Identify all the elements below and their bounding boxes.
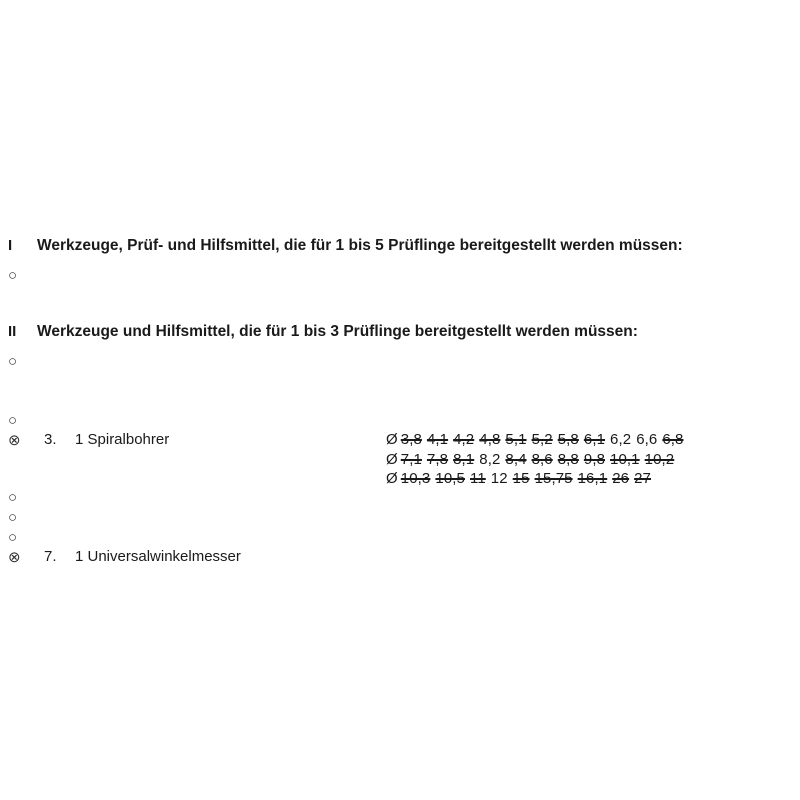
struck-diameter-value: 8,1	[453, 451, 475, 468]
struck-diameter-value: 27	[634, 470, 651, 487]
struck-diameter-value: 7,8	[426, 451, 449, 468]
struck-diameter-value: 5,2	[531, 431, 553, 448]
struck-diameter-value: 5,1	[505, 431, 527, 448]
section-1-title: Werkzeuge, Prüf- und Hilfsmittel, die für 1 bis 5 Prüflinge bereitgestellt werden müssen:	[37, 237, 683, 254]
struck-diameter-value: 5,8	[557, 431, 579, 448]
checked-checkbox-icon[interactable]: ⊗	[8, 549, 21, 566]
diameter-line-3	[386, 470, 656, 487]
struck-diameter-value: 4,8	[479, 431, 501, 448]
checked-checkbox-icon[interactable]: ⊗	[8, 432, 21, 449]
struck-diameter-value: 10,5	[435, 470, 465, 487]
struck-diameter-value: 26	[612, 470, 630, 487]
section-2-numeral: II	[8, 323, 17, 340]
struck-diameter-value: 8,4	[505, 451, 527, 468]
item-number: 7.	[44, 548, 57, 565]
item-text: 1 Universalwinkelmesser	[75, 548, 241, 565]
struck-diameter-value: 10,2	[644, 451, 675, 468]
struck-diameter-value: 11	[470, 470, 486, 487]
section-2-title: Werkzeuge und Hilfsmittel, die für 1 bis 3 Prüflinge bereitgestellt werden müssen:	[37, 323, 638, 340]
diameter-value: 8,2	[479, 451, 501, 468]
empty-checkbox-icon[interactable]: ○	[8, 529, 18, 546]
diameter-value: 6,2	[610, 431, 632, 448]
diameter-symbol: Ø	[386, 451, 398, 468]
struck-diameter-value: 7,1	[400, 451, 422, 468]
struck-diameter-value: 6,8	[662, 431, 684, 448]
diameter-value: 6,6	[636, 431, 658, 448]
empty-checkbox-icon[interactable]: ○	[8, 353, 18, 370]
struck-diameter-value: 9,8	[583, 451, 606, 468]
diameter-symbol: Ø	[386, 431, 398, 448]
empty-checkbox-icon[interactable]: ○	[8, 267, 18, 284]
item-text: 1 Spiralbohrer	[75, 431, 170, 448]
section-1-numeral: I	[8, 237, 13, 254]
struck-diameter-value: 8,8	[557, 451, 579, 468]
item-number: 3.	[44, 431, 57, 448]
struck-diameter-value: 15	[512, 470, 530, 487]
diameter-symbol: Ø	[386, 470, 398, 487]
diameter-line-2	[386, 451, 679, 468]
empty-checkbox-icon[interactable]: ○	[8, 489, 18, 506]
struck-diameter-value: 10,1	[610, 451, 640, 468]
empty-checkbox-icon[interactable]: ○	[8, 412, 18, 429]
struck-diameter-value: 10,3	[400, 470, 431, 487]
empty-checkbox-icon[interactable]: ○	[8, 509, 18, 526]
diameter-value: 12	[490, 470, 508, 487]
diameter-line-1	[386, 431, 689, 448]
struck-diameter-value: 8,6	[531, 451, 553, 468]
struck-diameter-value: 4,1	[426, 431, 449, 448]
struck-diameter-value: 6,1	[583, 431, 606, 448]
struck-diameter-value: 4,2	[453, 431, 475, 448]
struck-diameter-value: 16,1	[577, 470, 608, 487]
struck-diameter-value: 15,75	[534, 470, 573, 487]
struck-diameter-value: 3,8	[400, 431, 422, 448]
